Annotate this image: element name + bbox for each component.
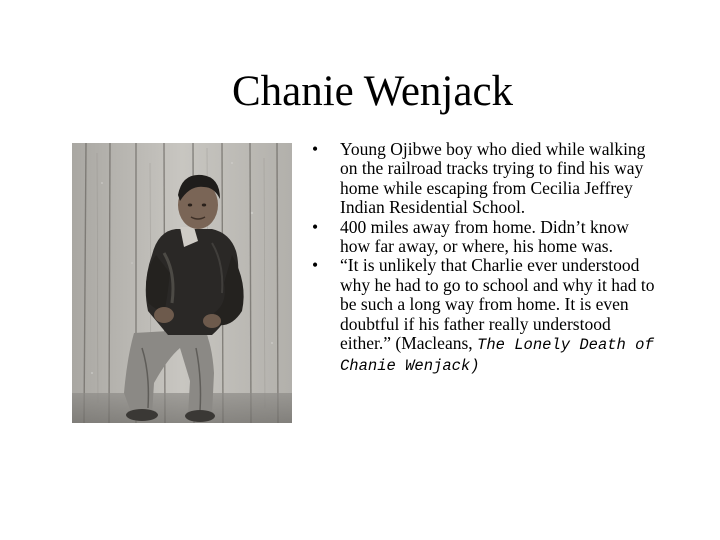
bullet-marker: • (312, 139, 319, 159)
bullet-text: 400 miles away from home. Didn’t know how far away, or where, his home was. (340, 216, 629, 257)
boy-photo (72, 143, 292, 423)
bullet-marker: • (312, 216, 319, 237)
slide-title: Chanie Wenjack (231, 68, 514, 115)
bullet-item (312, 218, 662, 257)
bullet-list (312, 140, 662, 377)
bullet-item (312, 140, 662, 218)
bullet-text: Young Ojibwe boy who died while walking on the railroad tracks trying to find his way home while escaping from Cecilia Jeffrey Indian Residential School. (340, 139, 646, 218)
bullet-text: “It is unlikely that Charlie ever understood why he had to go to school and why it had to be such a long way from home. It is even doubtful if his father really understood either.” (Macleans, (340, 255, 655, 354)
bullet-item (312, 256, 662, 376)
bullet-marker: • (312, 255, 319, 276)
citation-title: The Lonely Death of Chanie Wenjack) (340, 336, 654, 376)
